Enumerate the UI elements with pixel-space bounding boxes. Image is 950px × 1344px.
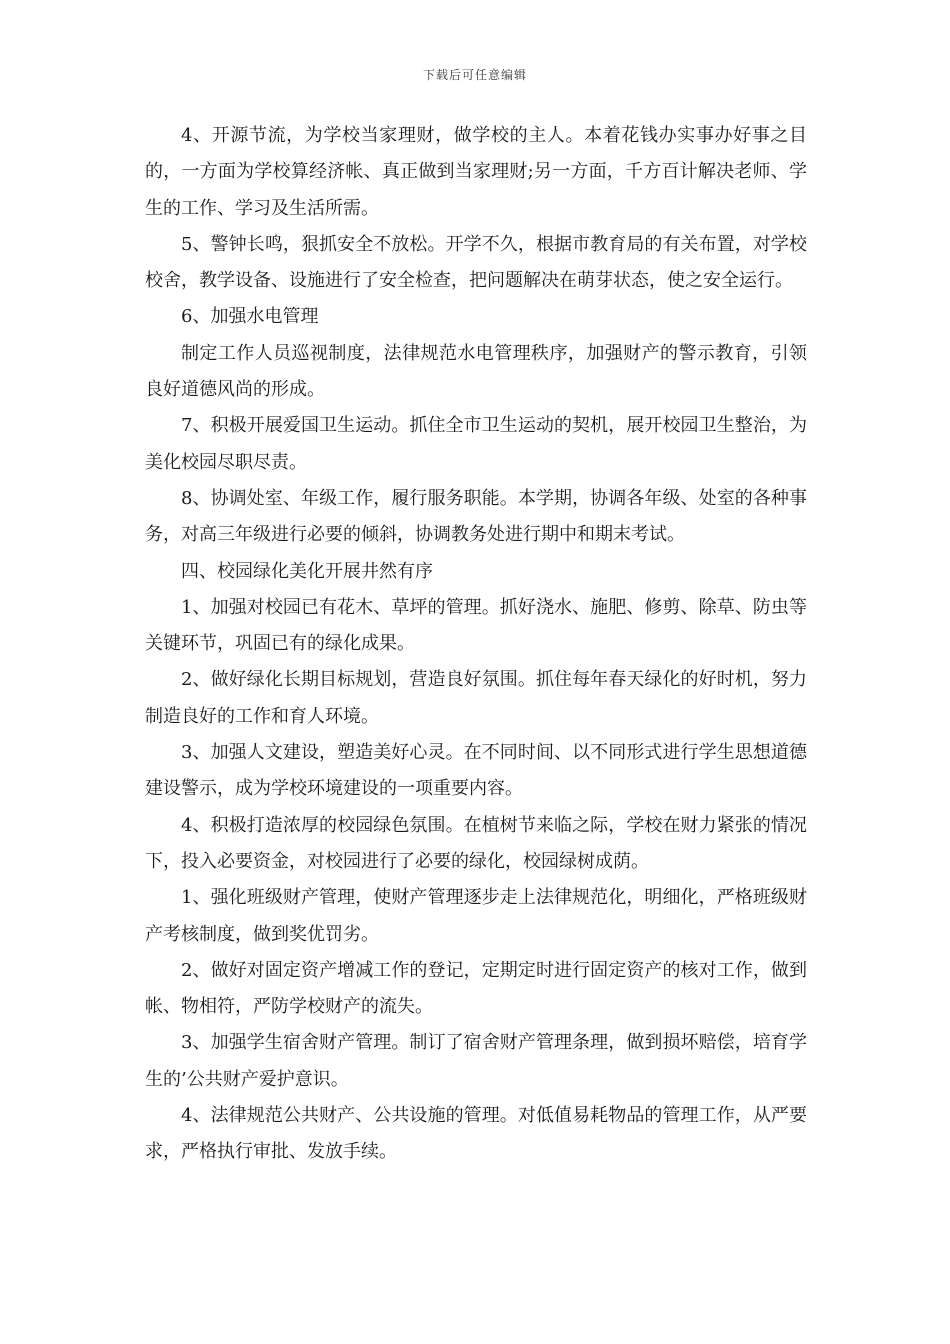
section-heading-greening: 四、校园绿化美化开展井然有序 [181,560,433,582]
paragraph-hygiene: 7、积极开展爱国卫生运动。抓住全市卫生运动的契机，展开校园卫生整治，为美化校园尽职尽责。 [145,415,807,473]
paragraph-property-2: 2、做好对固定资产增减工作的登记，定期定时进行固定资产的核对工作，做到帐、物相符，严防学校财产的流失。 [145,959,807,1018]
paragraph-greening-3: 3、加强人文建设，塑造美好心灵。在不同时间、以不同形式进行学生思想道德建设警示，成为学校环境建设的一项重要内容。 [145,742,807,800]
paragraph-property-3: 3、加强学生宿舍财产管理。制订了宿舍财产管理条理，做到损坏赔偿，培育学生的’公共财产爱护意识。 [145,1032,807,1090]
page-header: 下载后可任意编辑 [422,68,527,82]
paragraph-greening-2: 2、做好绿化长期目标规划，营造良好氛围。抓住每年春天绿化的好时机，努力制造良好的工作和育人环境。 [145,669,807,727]
paragraph-safety: 5、警钟长鸣，狠抓安全不放松。开学不久，根据市教育局的有关布置，对学校校舍，教学设备、设施进行了安全检查，把问题解决在萌芽状态，使之安全运行。 [145,233,807,292]
paragraph-greening-1: 1、加强对校园已有花木、草坪的管理。抓好浇水、施肥、修剪、除草、防虫等关键环节，巩固已有的绿化成果。 [145,596,807,655]
paragraph-property-4: 4、法律规范公共财产、公共设施的管理。对低值易耗物品的管理工作，从严要求，严格执行审批、发放手续。 [145,1105,807,1163]
paragraph-utilities: 制定工作人员巡视制度，法律规范水电管理秩序，加强财产的警示教育，引领良好道德风尚的形成。 [145,342,807,401]
paragraph-coordination: 8、协调处室、年级工作，履行服务职能。本学期，协调各年级、处室的各种事务，对高三年级进行必要的倾斜，协调教务处进行期中和期末考试。 [145,487,807,546]
paragraph-greening-4: 4、积极打造浓厚的校园绿色氛围。在植树节来临之际，学校在财力紧张的情况下，投入必要资金，对校园进行了必要的绿化，校园绿树成荫。 [145,814,807,872]
paragraph-property-1: 1、强化班级财产管理，使财产管理逐步走上法律规范化，明细化，严格班级财产考核制度，做到奖优罚劣。 [145,887,807,945]
paragraph-finance: 4、开源节流，为学校当家理财，做学校的主人。本着花钱办实事办好事之目的，一方面为学校算经济帐、真正做到当家理财;另一方面，千方百计解决老师、学生的工作、学习及生活所需。 [145,125,807,219]
document-body [145,118,807,1171]
paragraph-utilities-heading: 6、加强水电管理 [181,306,319,328]
